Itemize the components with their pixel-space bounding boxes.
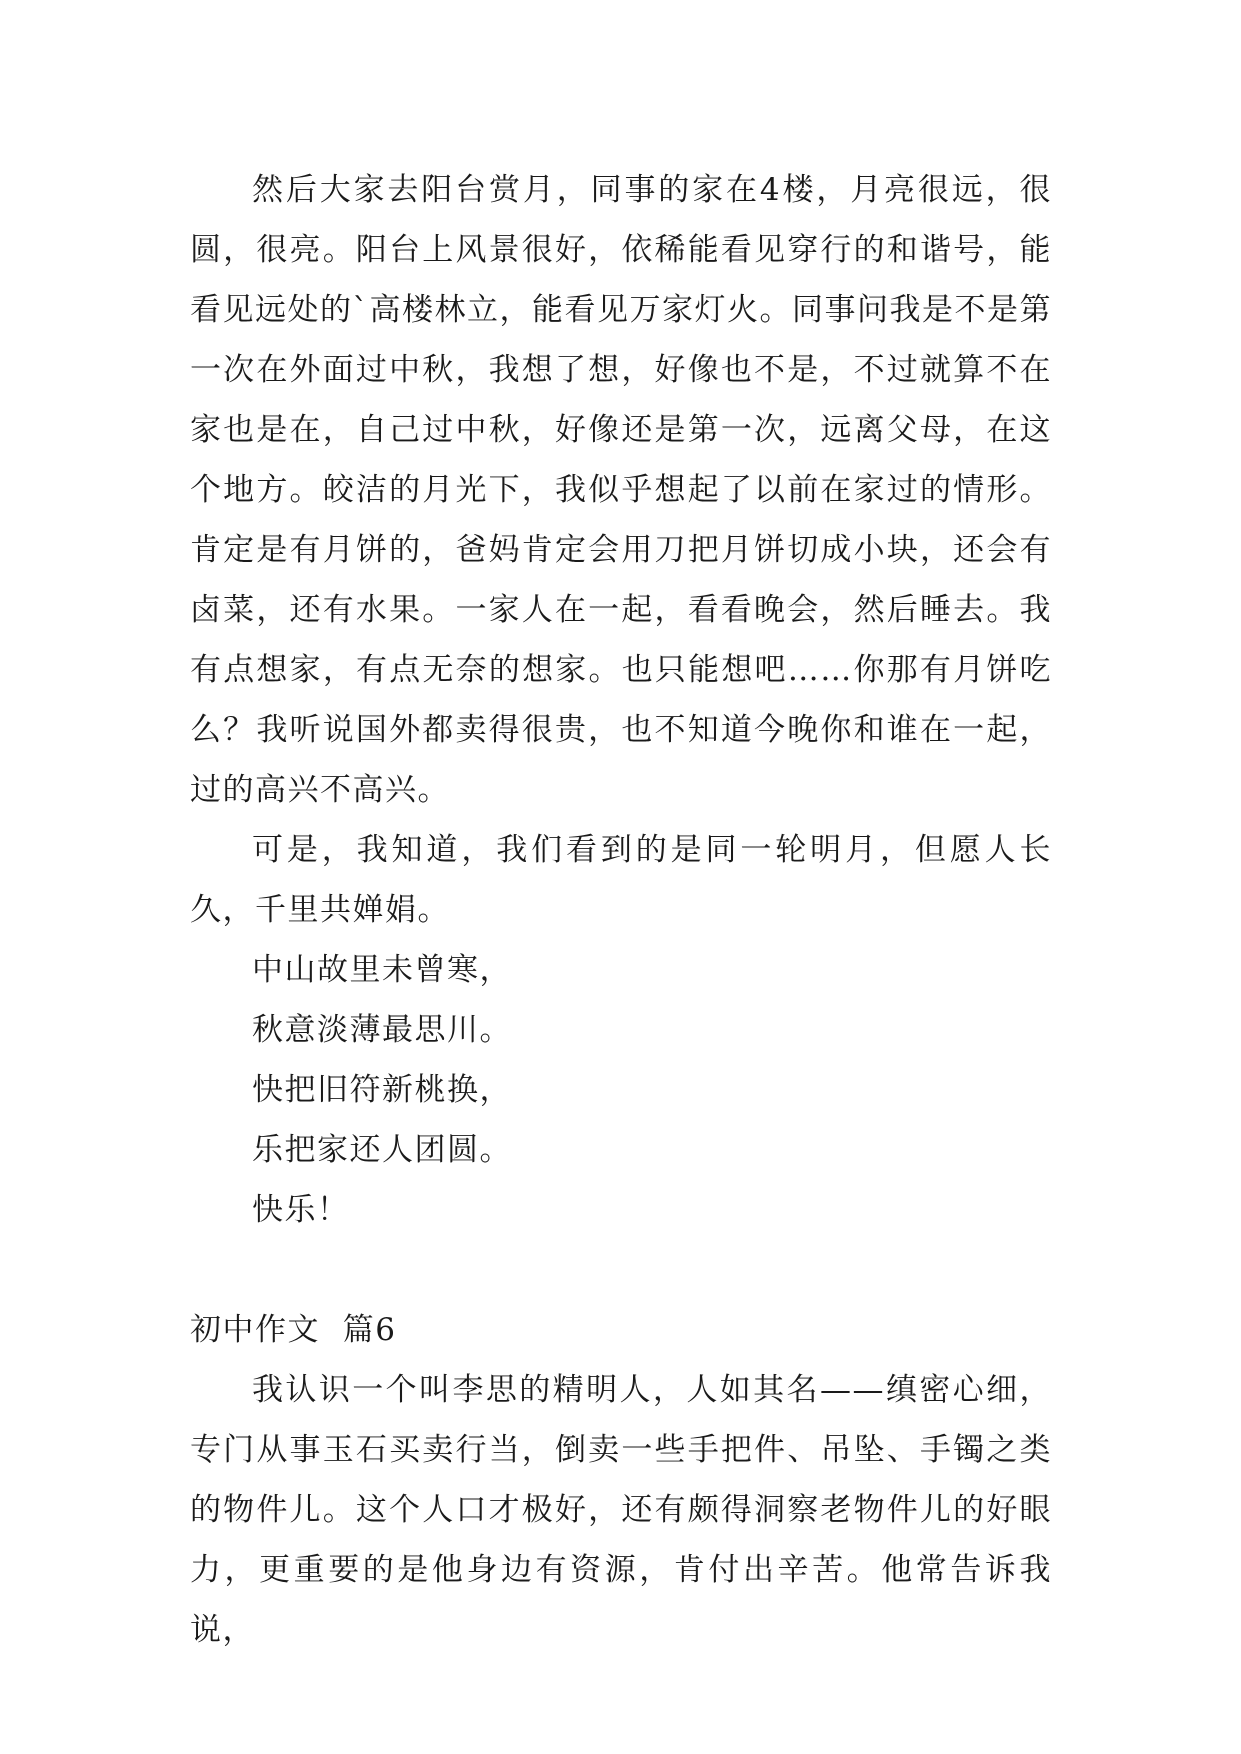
document-page	[190, 160, 1052, 1660]
poem-line: 乐把家还人团圆。	[252, 1132, 512, 1168]
paragraph-moon-viewing: 然后大家去阳台赏月，同事的家在4楼，月亮很远，很圆，很亮。阳台上风景很好，依稀能看见穿行的和谐号，能看见远处的`高楼林立，能看见万家灯火。同事问我是不是第一次在外面过中秋，我想了想，好像也不是，不过就算不在家也是在，自己过中秋，好像还是第一次，远离父母，在这个地方。皎洁的月光下，我似乎想起了以前在家过的情形。肯定是有月饼的，爸妈肯定会用刀把月饼切成小块，还会有卤菜，还有水果。一家人在一起，看看晚会，然后睡去。我有点想家，有点无奈的想家。也只能想吧……你那有月饼吃么？我听说国外都卖得很贵，也不知道今晚你和谁在一起，过的高兴不高兴。	[190, 172, 1052, 808]
poem-line: 中山故里未曾寒，	[252, 952, 512, 988]
poem	[190, 940, 1052, 1240]
poem-line: 快把旧符新桃换，	[252, 1072, 512, 1108]
paragraph-same-moon: 可是，我知道，我们看到的是同一轮明月，但愿人长久，千里共婵娟。	[190, 832, 1052, 928]
section-spacer	[190, 1240, 1052, 1300]
poem-line: 秋意淡薄最思川。	[252, 1012, 512, 1048]
section-heading: 初中作文 篇6	[190, 1312, 397, 1348]
paragraph-li-si: 我认识一个叫李思的精明人，人如其名——缜密心细，专门从事玉石买卖行当，倒卖一些手把件、吊坠、手镯之类的物件儿。这个人口才极好，还有颇得洞察老物件儿的好眼力，更重要的是他身边有资源，肯付出辛苦。他常告诉我说，	[190, 1372, 1052, 1648]
poem-line: 快乐！	[252, 1192, 350, 1228]
